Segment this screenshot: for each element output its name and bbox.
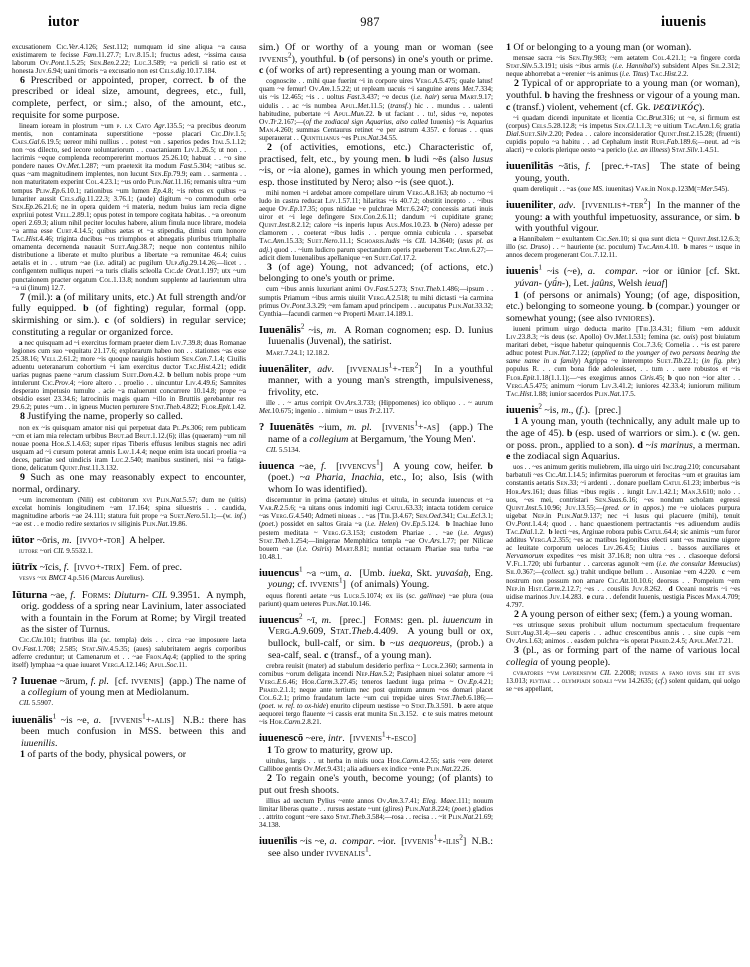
- sense-definition: 2 To regain one's youth, become young; (of plants) to put out fresh shoots.: [259, 773, 493, 796]
- dictionary-entry-headword: iuuenis$^2$ ~is, m., (f.). [prec.]: [506, 402, 622, 416]
- entry-separator: [259, 608, 493, 615]
- entry-separator: [12, 583, 246, 590]
- entry-separator: [12, 528, 246, 535]
- sense-definition: 3 (pl., as or forming part of the name of various local collegia of young people).: [506, 645, 740, 668]
- text-column-1: [12, 42, 246, 761]
- citation-block: illius ad uectum Pylius ~ente annos Ov.Am.3.7.41; Eleg. Maec.111; nouum limitar liberas quatte . . rursus aestate ~unt (glires) Plin.Nat.8.224; (poet.) gladios . . attrito cogunt ~ere saxo Stat.Theb.3.584;—rosa . . recisa . . ~it Plin.Nat.21.69; 34.138.: [259, 795, 493, 830]
- page-folio-number: 987: [360, 15, 380, 29]
- dictionary-entry-headword: ? Iuuenae ~ārum, f. pl. [cf. ivvenis] (app.) The name of a collegium of young men at Mediolanum.: [12, 675, 246, 699]
- dictionary-entry-headword: iuuencus$^2$ ~ī, m. [prec.] Forms: gen. pl. iuuencum in Verg.A.9.609, Stat.Theb.4.409. A young bull or ox, bullock, bull-calf, or sim. b ~us aequoreus, (prob.) a sea-calf, seal. c (transf., of a young man).: [259, 612, 493, 661]
- dictionary-entry-headword: Iuuenālis$^2$ ~is, m. A Roman cognomen; esp. D. Iunius Iuuenalis (Juvenal), the satirist.: [259, 322, 493, 348]
- dictionary-entry-headword: Iūturna ~ae, f. Forms: Diuturn- CIL 9.3951. A nymph, orig. goddess of a spring near Lavinium, later associated with a fountain in the Forum at Rome; by Virgil treated as the sister of Turnus.: [12, 589, 246, 636]
- dictionary-entry-headword: iuuenālis$^1$ ~is ~e, a. [ivvenis$^1$+-alis] N.B.: there has been much confusion in MSS. between this and iuuenilis.: [12, 712, 246, 749]
- citation-block: crebra reuisit (mater) ad stabulum desiderio perfixa ~ Lucr.2.360; sarmenta in cornibus ~orum deligata incendi Nep.Han.5.2; Pasiphaen niuei solatur amore ~i Verg.E.6.46; Hor.Carm.3.27.45; teneros laedunt iuga prima ~ Ov.Ep.4.21; Phaed.2.1.1; neque ante tertium nec post quintum annum ~os domari placet Col.6.2.1; primo fraudatum lacte ~um cui trepidae uires Stat.Theb.6.186;—(poet. w. ref. to ox-hide) enurito clipeum uestisse ~o Stat.Th.3.591. b aere atque aequorei tergo flauente ~i cassis erat munita Sil.3.152. c te suis matres metount ~is Hor.Carm.2.8.21.: [259, 660, 493, 727]
- citation-block: iutore ~ori CIL 9.5532.1.: [19, 546, 93, 556]
- citation-block: CIL 5.5907.: [19, 699, 54, 708]
- citation-block: CIL 5.5134.: [266, 445, 301, 454]
- citation-block: vesvs ~ix BMCI 4.p.516 (Marcus Aurelius).: [19, 573, 145, 583]
- running-head: [12, 14, 738, 36]
- sense-definition: 1 of parts of the body, physical powers, or: [20, 749, 187, 761]
- text-column-2: [259, 42, 493, 860]
- dictionary-entry-headword: iuuenca ~ae, f. [ivvencvs$^1$] A young cow, heifer. b (poet.) ~a Pharia, Inachia, etc., Io; also, Isis (with whom Io was identified).: [259, 458, 493, 496]
- sense-definition: 6 Prescribed or appointed, proper, correct. b of the prescribed or ideal size, amount, degrees, etc., full, complete, perfect, or sim.; also, of the amount, etc., requisite for some purpose.: [12, 74, 246, 121]
- dictionary-entry-headword: iuuenis$^1$ ~is (~e), a. compar. ~ior or iūnior [cf. Skt. yúvan- (yū́n-), Let. jaûns, Welsh ieuaf]: [506, 264, 740, 290]
- citation-block: excusationem Cic.Ver.4.126; Sest.112; numquam id sine aliqua ~a causa existimarem te fecisse Fam.11.27.7; Liv.8.15.1; fructus adest, ~issima causa laborum Ov.Pont.1.5.25; Sen.Ben.2.22; Luc.3.589; ~a pericli si ratio est et honesta Juv.6.94; uani timoris ~a excusatio non est Cels.dig.10.17.184.: [12, 42, 246, 75]
- dictionary-entry-headword: iuuencus$^1$ ~a ~um, a. [Umb. iueka, Skt. yuvaśaḥ, Eng. young; cf. ivvenis$^1$] (of animals) Young.: [259, 565, 493, 591]
- citation-block: equus florenti aetate ~us Lucr.5.1074; ex iis (sc. gallinae) ~ae plura (oua pariunt) quam ueteres Plin.Nat.10.146.: [259, 590, 493, 608]
- entry-separator: [12, 555, 246, 562]
- citation-block: Cic.Clu.101; fratribus illa (sc. templa) deis . . circa ~ae imposuere laeta Ov.Fast.1.708; 2.585; Stat.Silv.4.5.35; (aues) salubritatem aegris corporibus adferre creduntur; ut Camenarum et . . ~ae Fron.Aq.4; (applied to the spring itself) lymphaa ~a quae iuuaret Verg.A.12.146; Apul.Soc.11.: [12, 635, 246, 669]
- entry-separator: [12, 669, 246, 676]
- sense-definition: 1 (of persons or animals) Young; (of age, disposition, etc.) belonging to someone young. b (compar.) younger or somewhat young; (see also ivniores).: [506, 289, 740, 324]
- sense-definition: 2 A young person of either sex; (fem.) a young woman.: [514, 608, 733, 620]
- dictionary-entry-headword: iūtor ~ōris, m. [ivvo+-tor] A helper.: [12, 535, 165, 547]
- column-container: [12, 42, 738, 967]
- entry-separator: [259, 318, 493, 325]
- sense-definition: 3 (of age) Young, not advanced; (of actions, etc.) belonging to one's youth or prime.: [259, 261, 493, 285]
- sense-definition: 2 Typical of or appropriate to a young man (or woman), youthful. b having the freshness or vigour of a young man. c (transf.) violent, vehement (cf. Gk. νεανικός).: [506, 78, 740, 113]
- dictionary-entry-headword: iūtrīx ~īcis, f. [ivvo+-trix] Fem. of prec.: [12, 562, 183, 574]
- citation-block: a Hannibalem ~ exultantem Cic.Sen.10; si qua sunt dicta ~ Quint.Inst.12.6.3; illo (sc. Druso) . . ~ hauriente (sc. poculum) Tac.Ann.4.10. b mares ~ usque in annos decem progenerant Col.7.12.11.: [506, 234, 740, 260]
- running-head-right-word: iuuenis: [660, 14, 706, 30]
- sense-definition: 8 Justifying the name, properly so called.: [20, 411, 183, 423]
- citation-block: mensae sacra ~is Sen.Thy.983; ~em aetatem Col.4.21.1; ~a fingere corda Stat.Silv.5.3.191; uisis ~ibus armis (i.e. Hannibal's) subsident Alpes Sil.2.312; neque abhorrebat a ~erenier ~is animus (i.e. Titus) Tac.Hist.2.2.: [506, 53, 740, 79]
- entry-separator: [259, 357, 493, 364]
- citation-block: ~i quadam dicendi inpunitate et licentia Cic.Brut.316; ut ~e, si firmum est (corpus) Cels.5.28.12.8; ~is impetus Sen.Cl.1.1.3; ~e uitium Tac.Ann.1.6; gratia Dial.Suet.Silv.2.20; Pedea . . calore inconsideratior Quint.Inst.2.15.28; (fruenti) cupidis populo ~a habitu . . ad Cephalum instit Rufi.Fab.189.6;—neut. ad ~is alacri) ~e coloris plerique oesto ~a periclo (i.e. an illness) Stat.Silv.1.4.51.: [506, 112, 740, 155]
- text-column-3: [506, 42, 740, 693]
- sense-definition: 1 A young man, youth (technically, any adult male up to the age of 45). b (esp. used of warriors or sim.). c (w. gen. or poss. pron., applied to a son). d ~is marinus, a merman. e the zodiacal sign Aquarius.: [506, 416, 740, 463]
- dictionary-entry-headword: iuuenāliter, adv. [ivvenalis$^1$+-ter$^2$] In a youthful manner, with a young man's strength, impulsiveness, frivolity, etc.: [259, 361, 493, 398]
- sense-definition: sim.) Of or worthy of a young man or woman (see ivvenis$^2$), youthful. b (of persons) in one's youth or prime. c (of works of art) representing a young man or woman.: [259, 42, 493, 77]
- entry-separator: [12, 708, 246, 715]
- citation-block: cognoscite . . mihi quae fuerint ~i in corpore uires Verg.A.5.475; quale latus! quam ~e femur! Ov.Am.1.5.22; ut repleam uacuis ~i sanguine arens Met.7.334; uis ~is 12.465; ~is . . uoltus Fast.3.437; ~e decus (i.e. hair) serua Mart.9.17; uidulis . . ac ~is numbea Apul.Met.11.5; (transf.) hic . . mundus . . ualenti habitudine, pubertate ~i Apul.Mun.22. b ut faciant . . tu!, sidus ~e, nepotes Ov.Tr.2.167;—(of the zodiacal sign Aquarius, also called Iuuenis) ~is Aquarius Man.4.260; summas Centaurus retinet ~e per astrum 4.357. c foruas . . quas superauerat . . Quintilianus ~es Plin.Nat.34.55.: [259, 76, 493, 142]
- dictionary-entry-headword: iuuenīlis ~is ~e, a. compar. ~ior. [ivvenis$^1$+-ilis$^2$] N.B.: see also under ivvenalis$^1$.: [259, 834, 493, 859]
- sense-definition: 1 Of or belonging to a young man (or woman).: [506, 42, 692, 53]
- citation-block: quam dereliquit . . ~as (oue MS. iuuenitas) Var.in Non.p.123M(=Mer.545).: [513, 183, 730, 193]
- citation-block: cvratores ~vm lavrensivm CIL 2.2008; ivenes a fano iovis sibi et svis 13.013; plvtiae . . olympiadi sodali ~vm 14.2635; (cf.) solent quidam, qui uolgo se ~es appellant,: [506, 668, 740, 694]
- entry-separator: [259, 415, 493, 422]
- citation-block: cum ~ibus annis luxuriant animi Ov.Fast.5.273; Stat.Theb.1.486;—ipsum . . sumptis Priamum ~ibus armis uiuilit Verg.A.2.518; tu mihi dictasti ~ia carmina primus Ov.Pont.3.3.29; ~em famam apud principem . . aucupatus Plin.Nat.33.32; Cynthia—facundi carmen ~e Properti Mart.14.189.1.: [259, 284, 493, 318]
- citation-block: ~es utriusque sexus prohibuit ullum nocturnum spectaculum frequentare Suet.Aug.31.4;—seu caperis . . adhuc crescentibus annis . . siue cupis ~em Ov.Ars.1.63; animos . . easdem pulchra ~is operat Phaed.2.4.5; Apul.Met.7.21.: [506, 621, 740, 646]
- entry-separator: [506, 193, 740, 200]
- dictionary-entry-headword: ? Iuuenātēs ~ium, m. pl. [ivvenis$^1$+-as] (app.) The name of a collegium at Bergamum, 'the Young Men'.: [259, 419, 493, 445]
- citation-block: Mart.7.24.1; 12.18.2.: [266, 347, 330, 357]
- dictionary-entry-headword: iuuenescō ~ere, intr. [ivvenis$^1$+-esco]: [259, 731, 417, 745]
- citation-block: discernuntur in prima (aetate) uitulus et uitula, in secunda iuuencus et ~a Var.R.2.5.6; ~a uitans onus indomiti iugi Catul.63.33; intacta totidem ceruice ~as Verg.G.4.540; Admeti niueas . . ~as [Tib.]3.4.67; Sen.Oed.341; Cal.Ecl.3.1; (poet.) possidet en saltos Graia ~a (i.e. Helen) Ov.Ep.5.124. b Inachiae Iuno pestem meditata ~ Verg.G.3.153; custodem Phariae . . ~ae (i.e. Argus) Stat.Theb.1.254;—linigerae Memphitica templa ~ae Ov.Ars.1.77; per Nilicae bouem ~ae (i.e. Osiris) Mart.8.81; nuntiat octauam Phariae sua turba ~ae 10.48.1.: [259, 496, 493, 561]
- running-head-left-word: iutor: [48, 14, 80, 30]
- citation-block: a nec quisquam ad ~i exercitus formam praeter diem Liv.7.39.8; duas Romanae legiones cum suo ~equitatu 21.17.6; explorarum habeo non . . stationes ~as esse 25.38.16; Vell.2.61.2; more ~is quoque nauigiis hostium Sen.Con.7.1.4; Ciuilis aduentu ueteranarum cohortium ~i iam exercitus ductor Tac.Hist.4.21; edidit uarias pugnas paene ~arum classium Suet.Dom.4.2. b bellum nobis prope ~um intulerunt Cic.Prov.4; ~iore altero . . proelio . . uincuntur Liv.4.49.6; Samnites desperato impetusio tumulte . acie ~a maluerunt concurrere 10.14.8; prope ~a obsidio esset 23.34.6; latrociniis magis quam ~illo in Bruttiis gerebantur res 29.6.2; putes ~um . . in igneus Mucten perturere Stat.Theb.4.822; Flor.Epit.1.42.: [12, 337, 246, 412]
- citation-block: lineam ioream in plostrum ~um p. i.x Cato Agr.135.5; ~a precibus deorum mentis, non contaminata superstitione ~posse placari Cic.Div.1.5; Caes.Gal.6.19.5; uereor mihi nullius . . potest ~on . saperios pedes Ital.5.1.12; non ~os dilecto, sed iecore uoluntariorum . . coactaniaum Liv.1.26.5; ut non . . lacrimis ~eque complenda recompererint mortuos 25.26.10; habuat . . ~o sine pondere naues Ov.Met.1.287; ~um praetexit ita modum Fast.5.304; ~atibus sc. quas ~am magnitudinem implentes, non lucunt Sen.Ep.79.9; eam . . sarmenta . . non maturitatem experint Col.4.23.1; ~us ordo Plin.Nat.11.16; remanis ultra ~um tempus Pliw.Ep.6.10.1; rationibus ~um lumen Ep.4.8; ~is rebus ex quibus ~a lunariter aussit Cels.dig.11.22.3; 3.76.1; (aude) digitum ~o commodum orbe Sen.Ep.26.21.6; ne in opera quidem ~i materia, nedum huius iam recia digne expriiui potest Vell.2.89.1; opus potest in tempore cogitata habitas. . ~a oreonum operi 2.69.3; alium nihil peciter loculus habere, alium finula nuce librare, modeia ~a arma esse Curt.4.14.5; quibus aetas et ~a stipendia, dimisi cum honore Tac.Hist.4.46; triginta ducibus ~os triumphos et abnegatis pluribus triumphalia ornamenta decernenda nauauit Suet.Aug.38.7; neque non contentus nihilo distributione a liberate et multo pluribus a libertate ~a remunitae 46.4; cuius aetalis et in . . utrum ~ae (i.e. adital) ac pugilum Ulp.dig.29.14.26;—licet . . configentem nulliqus nuperi ~a turis clialis scleolla Cic.de Orat.1.197; utx ~um punctaionem practer orgatum Col.1.13.8; nondum supplente ad laurientum ultra ~a ui (linum) 12.7.: [12, 120, 246, 292]
- citation-block: mihi nomen ~i ardebat amore compellare uirum Verg.A.8.163; ab nocturno ~i ludo in castra reducat Liv.1.57.11; hilaritas ~is 40.7.2; obstitit incepto . . ~ibus aeque Ov.Ep.17.35; opus nitidae ~e pulchrae Met.6.247; concessis artati inuis uiror et ~i lege defingere Sen.Con.2.6.11; dandum ~i cupiditate grane; Quint.Inst.8.2.12; calore ~is inperis lupus Aus.Mos.10.23. b (Nero) adesse per clamorem . . coeterat ~ibus ludis . . perque omnia cubicula . . sparsebat Tac.Ann.15.33; Suet.Nero.11.1; Schoaris.ludis ~is CIL 14.3640; (usus pl. as adj.) quod . . ~ium ludicro parum spectandum operis praeberent Tac.Ann.6.27;—adicit diem Iuuenalibus apellanique ~en Suet.Cal.17.2.: [259, 187, 493, 262]
- entry-separator: [506, 154, 740, 161]
- citation-block: ille . . ~ artus corripit Ov.Ars.3.733; (Hippomenes) ico obliquo . . ~ aurum Met.10.675; ingenio . . nimium ~ usus Tr.2.117.: [259, 397, 493, 415]
- citation-block: ~um incrementum (Nili) est cubitorum xvi Plin.Nat.5.57; dum ne (uitis) excelat hominis longitudinem ~am 17.164; spina siluestris . . caudida, magnitudine arboris ~ae 24.111; statura fuit prope ~a Suet.Nero.51.1;—(w. inf.) ~ae est . . e modio redire sextarios iv siliginis Plin.Nat.19.86.: [12, 494, 246, 529]
- sense-definition: 1 To grow to maturity, grow up.: [267, 744, 393, 756]
- sense-definition: 9 Such as one may reasonably expect to encounter, normal, ordinary.: [12, 472, 246, 495]
- citation-block: non ex ~is quisquam amator nisi qui perpetuat data Pl.Ps.306; rem publicam ~cm et iam mia relectam urbibus Brut.ad Brut.1.12.(6); illas (quaeram) ~um nil nouae poena Hor.S.1.4.63; super ripas Tiberis effusus lenibus stagnis nec adiri usquam ad ~i cursum poterat amnis Lav.1.4.4; neque enim ista uocari proelia ~a deces, patriae sed uindicis iram Luc.2.540; manibus sustineri, nisi ~a fatiga- tione, delicatum Quint.Inst.11.3.132.: [12, 422, 246, 472]
- citation-block: uitulus, largis . . ut herba in niuis uoca Hor.Carm.4.2.55; satis ~ere deteret Calliboe gentis Ov.Met.9.431; alia adiuers ex indice ~ente Plin.Nat.22.26.: [259, 756, 493, 774]
- dictionary-entry-headword: iuuenīlitās ~ātis, f. [prec.+-tas] The state of being young, youth.: [506, 161, 740, 184]
- citation-block: uos . . ~es animum geritis muliebrem, illa uirgo uiri Inc.trag.210; concursabant barbatuli ~es Cic.Att.1.14.5; infirmitas puerorum et ferocitas ~um et grauitas iam constantis aetatis Sen.33; ~i ardenti . . donare puellam Catul.61.23; imberbus ~is Hor.Ars.161; duas filias ~ibus regiis . . iungit Liv.1.42.1; Man.3.610; nolo . . uos, ~es mei, contristari Sen.Suas.6.16; ~es nondum scholam egressi Quint.Inst.5.10.96; Juv.13.55;—(pred. or in appos.) me ~e uiolaces purpura uigebat Nep.in Plin.Nat.9.137; nec ~i lusus qui placuere (mihi), tenuit Ov.Pont.1.4.4; quod . . hanc quaestionem pertractantis ~es adiuendum audiis Tac.Dial.1.2. b lecti ~es, Argiuae robora pubis Catul.64.4; sic animis ~um furor additus Verg.A.2.355; ~es ac matibus legionibus electi sunt ~es maxime uigore ac leuitate corporum ueloces Liv.26.4.5; Liuius . . bassos auxiliares et Nervamorum expedites ~es misit 37.16.8; non ultra ~es . . clasoeque deforsi V.Fl.1.720; ubi furbantur . . carceras agunolt ~em (i.e. the consular Memucius) Sil.0.367;—(collect. sg.) trahit undique bellum . . Ausoniae ~em 4.220. c ~em nostrum non possum non amare Cic.Att.10.10.6; deorsus . . Pompeium ~em Nep.in Hist.Carm.2.12.7; ~es . . cousilis Juv.8.262. d Oceani nostris ~i ~es uidise marinos Juv.14.283. e cura . . defendit Iuuenis, uestigia Pisces Man.4.709; 4.797.: [506, 462, 740, 609]
- dictionary-entry-headword: iuueniliter, adv. [ivvenilis+-ter$^2$] In the manner of the young: a with youthful impetuosity, assurance, or sim. b with youthful vigour.: [506, 197, 740, 235]
- citation-block: iuueni primum uirgo deducta marito [Tib.]3.4.31; filium ~em adduxit Liv.23.8.3; ~is deus (sc. Apollo) Ov.Met.1.531; femina (sc. ouis) post biuiatum maritari debet, ~isque habetur quinquennis Col.7.3.6; Cornelia . . ~is est parere adhuc potest Plin.Nat.7.122; (applied to the younger of two persons bearing the same name in a family) Agrippa ~e interempto Suet.Tib.22.1; (in fig. phr.) populus R. . . cum bona fide adoleuisset, . . tum . . uere robustos et ~is Flor.Epit.1.18(1.1.1);—~es exegimus annos Ciris.45; b quo non ~ior alter . . Verg.A.5.475; animum ~iorum Liv.3.41.2; iuniores 42.33.4; iuniorum militum Tac.Hist.1.88; iunior sacerdos Plin.Nat.17.5.: [506, 323, 740, 398]
- sense-definition: 2 (of activities, emotions, etc.) Characteristic of, practised, felt, etc., by young men. b ludi ~ēs (also lusus ~is, or ~ia alone), games in which young men performed, esp. those instituted by Nero; also ~is (see quot.).: [259, 142, 493, 188]
- sense-definition: 7 (mil.): a (of military units, etc.) At full strength and/or fully equipped. b (of fighting) regular, formal (opp. skirmishing or sim.). c (of soldiers) in regular service; constituting a regular or organized force.: [12, 291, 246, 338]
- entry-separator: [259, 561, 493, 568]
